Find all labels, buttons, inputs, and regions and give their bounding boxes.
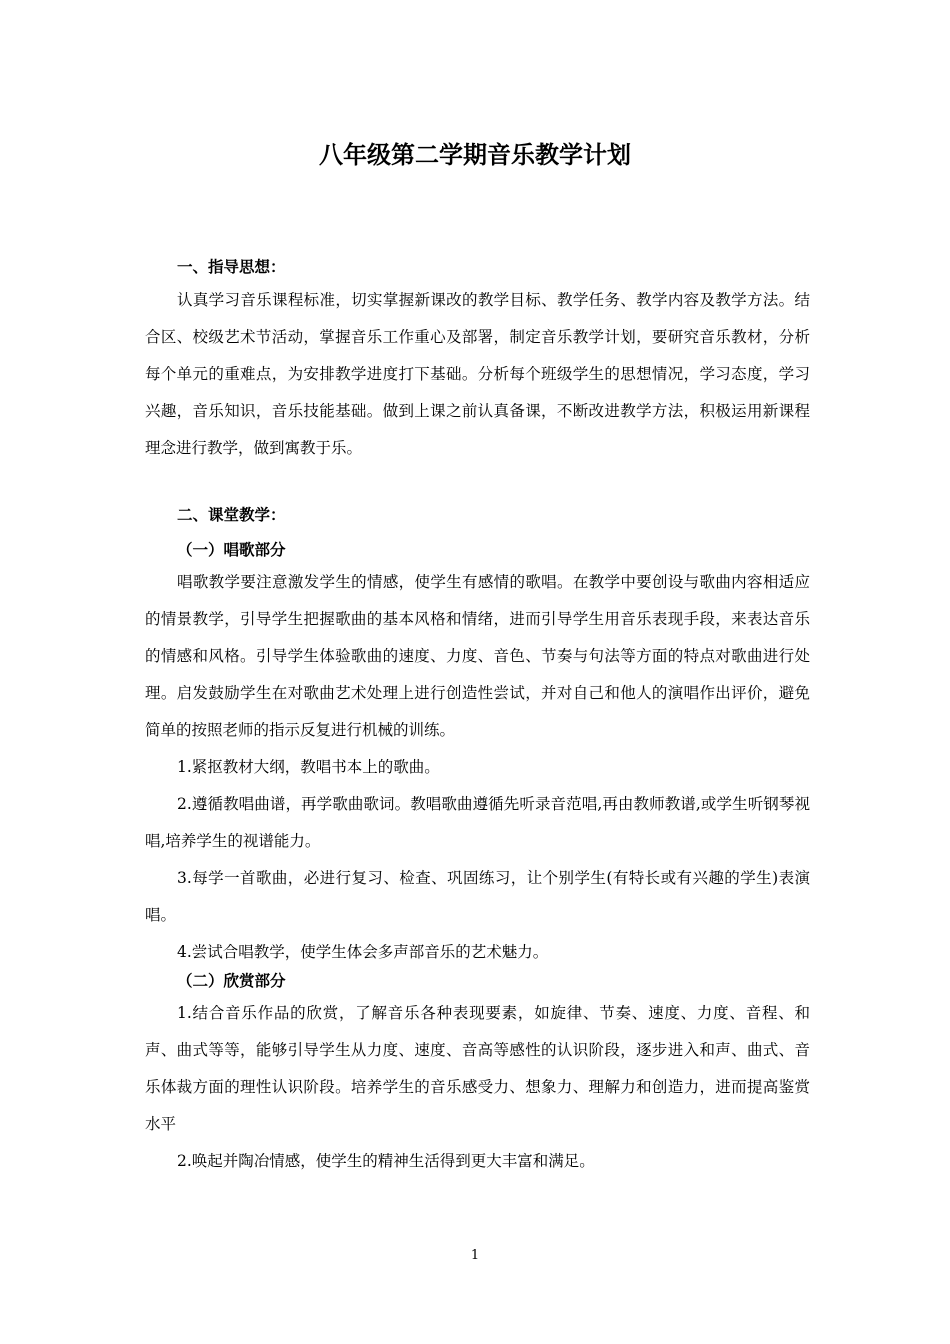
- section-heading: 二、课堂教学：: [177, 506, 286, 524]
- list-item: 4.尝试合唱教学，使学生体会多声部音乐的艺术魅力。: [177, 943, 549, 961]
- subsection-heading-appreciation: （二）欣赏部分: [177, 972, 286, 990]
- section-classroom-teaching: [145, 503, 810, 1180]
- section-heading: 一、指导思想：: [177, 258, 286, 276]
- list-item: 3.每学一首歌曲，必进行复习、检查、巩固练习，让个别学生(有特长或有兴趣的学生)表演唱。: [145, 869, 810, 924]
- list-item: 1.紧抠教材大纲，教唱书本上的歌曲。: [177, 758, 440, 776]
- page-number: 1: [470, 1248, 480, 1263]
- subsection-heading-singing: （一）唱歌部分: [177, 541, 286, 559]
- list-item: 2.遵循教唱曲谱，再学歌曲歌词。教唱歌曲遵循先听录音范唱,再由教师教谱,或学生听钢琴视唱,培养学生的视谱能力。: [145, 795, 810, 850]
- list-item: 2.唤起并陶冶情感，使学生的精神生活得到更大丰富和满足。: [177, 1152, 595, 1170]
- document-title: 八年级第二学期音乐教学计划: [319, 141, 631, 169]
- section-guiding-thought: [145, 255, 810, 467]
- paragraph: 认真学习音乐课程标准，切实掌握新课改的教学目标、教学任务、教学内容及教学方法。结合区、校级艺术节活动，掌握音乐工作重心及部署，制定音乐教学计划，要研究音乐教材，分析每个单元的重难点，为安排教学进度打下基础。分析每个班级学生的思想情况，学习态度，学习兴趣，音乐知识，音乐技能基础。做到上课之前认真备课，不断改进教学方法，积极运用新课程理念进行教学，做到寓教于乐。: [145, 291, 810, 457]
- list-item: 1.结合音乐作品的欣赏，了解音乐各种表现要素，如旋律、节奏、速度、力度、音程、和声、曲式等等，能够引导学生从力度、速度、音高等感性的认识阶段，逐步进入和声、曲式、音乐体裁方面的理性认识阶段。培养学生的音乐感受力、想象力、理解力和创造力，进而提高鉴赏水平: [145, 1004, 810, 1133]
- paragraph: 唱歌教学要注意激发学生的情感，使学生有感情的歌唱。在教学中要创设与歌曲内容相适应的情景教学，引导学生把握歌曲的基本风格和情绪，进而引导学生用音乐表现手段，来表达音乐的情感和风格。引导学生体验歌曲的速度、力度、音色、节奏与句法等方面的特点对歌曲进行处理。启发鼓励学生在对歌曲艺术处理上进行创造性尝试，并对自己和他人的演唱作出评价，避免简单的按照老师的指示反复进行机械的训练。: [145, 573, 810, 739]
